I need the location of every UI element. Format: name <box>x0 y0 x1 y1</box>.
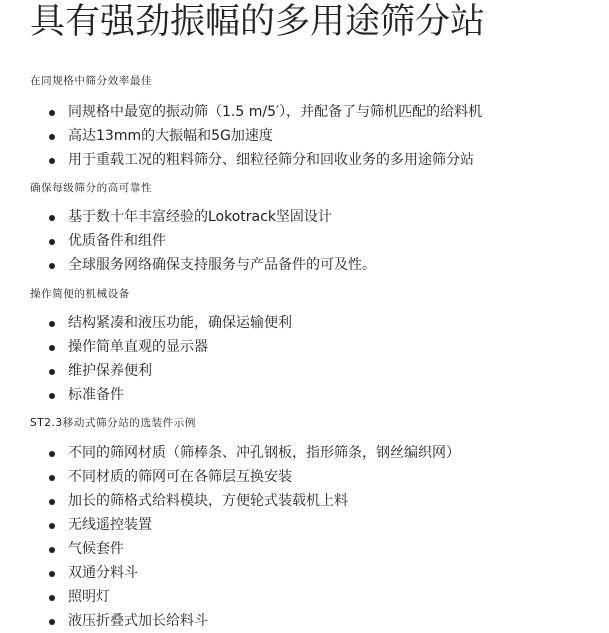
page-title: 具有强劲振幅的多用途筛分站 <box>30 2 486 42</box>
list-item-text: 无线遥控装置 <box>68 517 152 533</box>
bullet-icon <box>49 134 55 140</box>
list-item <box>48 609 460 633</box>
bullet-icon <box>49 215 55 221</box>
list-item <box>48 561 460 585</box>
list-item <box>48 537 460 561</box>
bullet-icon <box>49 345 55 351</box>
list-item-text: 气候套件 <box>68 541 124 557</box>
list-item-text: 同规格中最宽的振动筛（1.5 m/5′），并配备了与筛机匹配的给料机 <box>68 104 483 120</box>
list-item-text: 加长的筛格式给料模块，方便轮式装载机上料 <box>68 493 348 509</box>
bullet-icon <box>49 110 55 116</box>
section-heading-ease-of-use: 操作简便的机械设备 <box>30 288 130 300</box>
bullet-icon <box>49 451 55 457</box>
section-list-efficiency <box>48 100 482 172</box>
section-list-reliability <box>48 205 376 277</box>
list-item-text: 操作简单直观的显示器 <box>68 339 208 355</box>
list-item <box>48 311 292 335</box>
list-item <box>48 383 292 407</box>
bullet-icon <box>49 475 55 481</box>
list-item <box>48 441 460 465</box>
list-item-text: 双通分料斗 <box>68 565 138 581</box>
bullet-icon <box>49 263 55 269</box>
list-item-text: 基于数十年丰富经验的Lokotrack坚固设计 <box>68 209 332 225</box>
list-item <box>48 100 482 124</box>
list-item-text: 优质备件和组件 <box>68 233 166 249</box>
list-item <box>48 253 376 277</box>
section-heading-options: ST2.3移动式筛分站的选装件示例 <box>30 417 196 429</box>
list-item <box>48 513 460 537</box>
list-item-text: 照明灯 <box>68 589 110 605</box>
list-item <box>48 335 292 359</box>
list-item <box>48 465 460 489</box>
bullet-icon <box>49 369 55 375</box>
list-item-text: 标准备件 <box>68 387 124 403</box>
bullet-icon <box>49 499 55 505</box>
bullet-icon <box>49 523 55 529</box>
list-item-text: 不同材质的筛网可在各筛层互换安装 <box>68 469 292 485</box>
list-item <box>48 229 376 253</box>
list-item <box>48 124 482 148</box>
list-item <box>48 489 460 513</box>
list-item <box>48 359 292 383</box>
list-item-text: 用于重载工况的粗料筛分、细粒径筛分和回收业务的多用途筛分站 <box>68 152 474 168</box>
list-item-text: 不同的筛网材质（筛棒条、冲孔钢板，指形筛条，钢丝编织网） <box>68 445 460 461</box>
list-item-text: 结构紧凑和液压功能，确保运输便利 <box>68 315 292 331</box>
list-item <box>48 148 482 172</box>
bullet-icon <box>49 158 55 164</box>
bullet-icon <box>49 239 55 245</box>
list-item-text: 维护保养便利 <box>68 363 152 379</box>
bullet-icon <box>49 619 55 625</box>
section-list-options <box>48 441 460 633</box>
section-list-ease-of-use <box>48 311 292 407</box>
section-heading-efficiency: 在同规格中筛分效率最佳 <box>30 75 153 87</box>
bullet-icon <box>49 547 55 553</box>
list-item <box>48 205 376 229</box>
bullet-icon <box>49 595 55 601</box>
list-item-text: 全球服务网络确保支持服务与产品备件的可及性。 <box>68 257 376 273</box>
list-item <box>48 585 460 609</box>
bullet-icon <box>49 571 55 577</box>
list-item-text: 液压折叠式加长给料斗 <box>68 613 208 629</box>
bullet-icon <box>49 393 55 399</box>
bullet-icon <box>49 321 55 327</box>
section-heading-reliability: 确保每级筛分的高可靠性 <box>30 182 153 194</box>
list-item-text: 高达13mm的大振幅和5G加速度 <box>68 128 273 144</box>
